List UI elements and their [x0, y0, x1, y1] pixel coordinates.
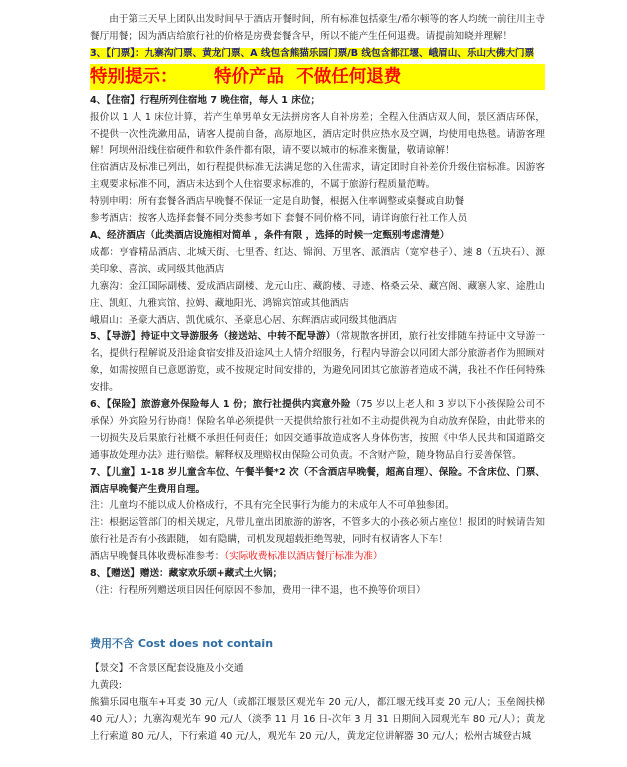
guide-heading: 5、【导游】持证中文导游服务（接送站、中转不配导游）	[90, 331, 336, 343]
hotel-class-a: A、经济酒店（此类酒店设施相对简单 ，条件有限 ，选择的时候一定甄别考虑清楚）	[90, 229, 450, 241]
document-body	[90, 0, 545, 600]
cost-not-contain-section	[90, 661, 545, 746]
guide-body: （常规散客拼团，旅行社安排随车持证中文导游一名，提供行程解说及沿途食宿安排及沿途风土人情介绍服务，行程内导游会以同团大部分旅游者作为照顾对象，如需按照自已意愿游览，或不按规定时间安排的，为避免同团其它旅游者造成不满，我社不作任何特殊安排。	[90, 331, 546, 394]
insurance-heading: 6、【保险】旅游意外保险每人 1 份；旅行社提供内宾意外险	[90, 399, 351, 411]
accommodation-p1: 报价以 1 人 1 床位计算，若产生单男单女无法拼房客人自补房差；全程入住酒店双人间，景区酒店环保，不提供一次性洗漱用品，请客人提前自备，高原地区，酒店定时供应热水及空调，均使用电热毯。请游客理解！阿坝州沿线住宿硬件和软件条件都有限，请不要以城市的标准来衡量，敬请谅解！	[90, 111, 545, 157]
insurance-paragraph	[90, 397, 545, 465]
gift-note: （注：行程所列赠送项目因任何原因不参加，费用一律不退，也不换等价项目）	[90, 585, 426, 596]
cost-not-contain-title: 费用不含 Cost does not contain	[90, 637, 274, 650]
hotels-jiuzhaigou: 九寨沟：金江国际副楼、爱成酒店副楼、龙元山庄、藏韵楼、寻迹、格桑云朵、藏宫阁、藏寨人家、途胜山庄、凯虹、九雅宾馆、拉姆、藏地阳光、鸿锦宾馆或其他酒店	[90, 280, 545, 309]
child-note-1: 注：儿童均不能以成人价格成行，不具有完全民事行为能力的未成年人不可单独参团。	[90, 500, 455, 512]
hotels-chengdu: 成都：亨睿精品酒店、北城天街、七里香、红达、锦润、万里客、派酒店（宽窄巷子）、速 8（五块石）、源美印象、喜滨、或同级其他酒店	[90, 246, 545, 275]
guide-paragraph	[90, 329, 545, 397]
hotels-emeishan: 峨眉山：圣豪大酒店、凯优威尔、圣豪息心居、东辉酒店或同级其他酒店	[90, 314, 397, 326]
insurance-body: （75 岁以上老人和 3 岁以下小孩保险公司不承保）外宾险另行协商！保险名单必须提供一天提供给旅行社如不主动提供视为自动放弃保险，由此带来的一切损失及后果旅行社概不承担任何责任；如因交通事故造成客人身体伤害，按照《中华人民共和国道路交通事故处理办法》进行赔偿。解释权及理赔权由保险公司负责。不含财产险，随身物品自行妥善保管。	[90, 399, 545, 461]
gift-heading: 8、【赠送】赠送：藏家欢乐颂+藏式土火锅；	[90, 568, 283, 580]
special-notice-text: 特价产品 不做任何退费	[214, 66, 402, 87]
scenic-transport-heading: 【景交】不含景区配套设施及小交通	[90, 663, 244, 674]
intro-paragraph: 由于第三天早上团队出发时间早于酒店开餐时间，所有标准包括豪生/希尔顿等的客人均统一前往川主寺餐厅用餐；因为酒店给旅行社的价格是房费套餐含早，所以不能产生任何退费。请提前知晓并理解！	[90, 14, 545, 42]
child-heading: 7、【儿童】1-18 岁儿童含车位、午餐半餐*2 次（不含酒店早晚餐，超高自理）、保险。不含床位、门票、酒店早晚餐产生费用自理。	[90, 466, 545, 495]
child-note-2: 注：根据运管部门的相关规定，凡带儿童出团旅游的游客，不管多大的小孩必须占座位！报团的时候请告知旅行社是否有小孩跟随， 如有隐瞒，司机发现超载拒绝驾驶，同时有权请客人下车！	[90, 517, 545, 546]
accommodation-heading: 4、【住宿】行程所列住宿地 7 晚住宿，每人 1 床位；	[90, 94, 321, 106]
special-notice-label: 特别提示：	[90, 66, 178, 87]
accommodation-p2: 住宿酒店及标准已列出，如行程提供标准无法满足您的入住需求，请定团时自补差价升级住宿标准。因游客主观要求标准不同，酒店未达到个人住宿要求标准的，不属于旅游行程质量范畴。	[90, 162, 545, 191]
accommodation-p4: 参考酒店：按客人选择套餐不同分类参考如下 套餐不同价格不同，请详询旅行社工作人员	[90, 213, 468, 225]
accommodation-p3: 特别申明：所有套餐各酒店早晚餐不保证一定是自助餐，根据入住率调整或桌餐或自助餐	[90, 196, 465, 208]
jiuhuang-text: 熊猫乐园电瓶车+耳麦 30 元/人（或都江堰景区观光车 20 元/人，都江堰无线耳麦 20 元/人；玉垒阁扶梯 40 元/人）；九寨沟观光车 90 元/人（淡季 11 月 16 日-次年 3 月 31 日期间入园观光车 80 元/人）；黄龙上行索道 80 元/人，下行索道 40 元/人，观光车 20 元/人，黄龙定位讲解器 30 元/人；松州古城登古城	[90, 696, 545, 742]
jiuhuang-label: 九黄段:	[90, 679, 123, 691]
meal-standard	[90, 549, 545, 566]
special-notice-banner	[90, 64, 545, 90]
meal-standard-label: 酒店早晚餐具体收费标准参考：	[90, 551, 225, 563]
tickets-line-text: 3、【门票】：九寨沟门票、黄龙门票、A 线包含熊猫乐园门票/B 线包含都江堰、峨眉山、乐山大佛大门票	[90, 47, 535, 59]
tickets-line	[90, 46, 545, 63]
meal-standard-value: （实际收费标准以酒店餐厅标准为准）	[224, 551, 383, 563]
